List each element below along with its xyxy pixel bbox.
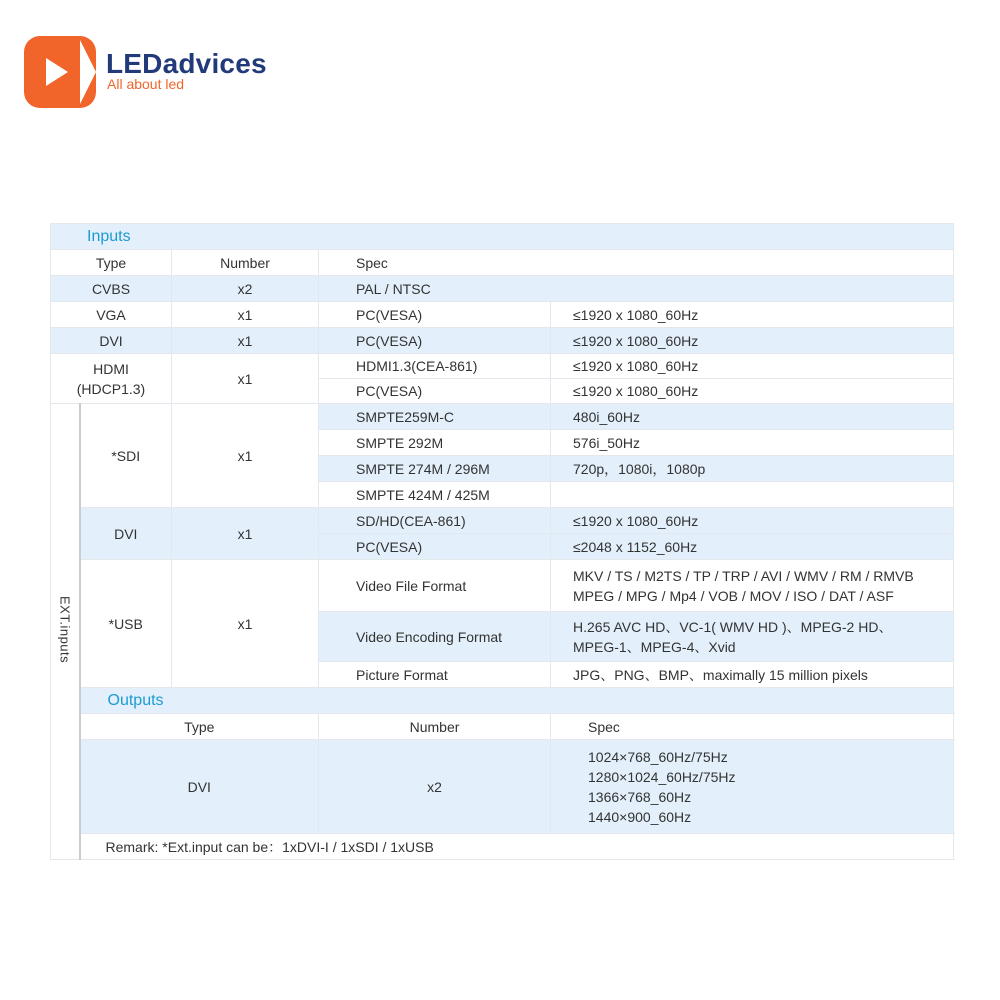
sdi-res-1: 480i_60Hz bbox=[551, 404, 954, 430]
vga-res: ≤1920 x 1080_60Hz bbox=[551, 302, 954, 328]
table-row bbox=[51, 276, 954, 302]
cvbs-number: x2 bbox=[172, 276, 319, 302]
inputs-header-row bbox=[51, 250, 954, 276]
table-row bbox=[51, 328, 954, 354]
out-dvi-mode: 1024×768_60Hz/75Hz bbox=[588, 748, 728, 765]
out-dvi-mode: 1280×1024_60Hz/75Hz bbox=[588, 768, 736, 785]
ext-dvi-type: DVI bbox=[80, 508, 172, 560]
hdmi-res-2: ≤1920 x 1080_60Hz bbox=[551, 379, 954, 404]
brand-name: LEDadvices bbox=[106, 48, 267, 79]
dvi-type: DVI bbox=[51, 328, 172, 354]
table-row bbox=[51, 560, 954, 612]
out-dvi-mode: 1366×768_60Hz bbox=[588, 788, 692, 805]
outputs-header-row bbox=[51, 714, 954, 740]
hdmi-type bbox=[51, 354, 172, 404]
out-header-spec: Spec bbox=[551, 714, 954, 740]
cvbs-type: CVBS bbox=[51, 276, 172, 302]
ext-dvi-spec-2: PC(VESA) bbox=[319, 534, 551, 560]
ext-dvi-res-1: ≤1920 x 1080_60Hz bbox=[551, 508, 954, 534]
header-type: Type bbox=[51, 250, 172, 276]
brand-tagline: All about led bbox=[107, 76, 185, 92]
hdmi-type-line2: (HDCP1.3) bbox=[76, 380, 146, 397]
hdmi-res-1: ≤1920 x 1080_60Hz bbox=[551, 354, 954, 379]
sdi-res-2: 576i_50Hz bbox=[551, 430, 954, 456]
usb-res-1 bbox=[551, 560, 954, 612]
usb-spec-3: Picture Format bbox=[319, 662, 551, 688]
sdi-spec-1: SMPTE259M-C bbox=[319, 404, 551, 430]
out-dvi-type: DVI bbox=[80, 740, 319, 834]
ext-inputs-text: EXT.inputs bbox=[57, 596, 73, 664]
table-row bbox=[51, 404, 954, 430]
table-row bbox=[51, 508, 954, 534]
sdi-spec-3: SMPTE 274M / 296M bbox=[319, 456, 551, 482]
table-row bbox=[51, 302, 954, 328]
outputs-section-row bbox=[51, 688, 954, 714]
spec-table bbox=[50, 223, 954, 860]
inputs-section-row bbox=[51, 224, 954, 250]
header-number: Number bbox=[172, 250, 319, 276]
logo bbox=[22, 34, 322, 110]
out-dvi-number: x2 bbox=[319, 740, 551, 834]
dvi-spec: PC(VESA) bbox=[319, 328, 551, 354]
dvi-res: ≤1920 x 1080_60Hz bbox=[551, 328, 954, 354]
hdmi-type-line1: HDMI bbox=[93, 360, 129, 377]
remark-row bbox=[51, 834, 954, 860]
sdi-res-3: 720p，1080i，1080p bbox=[551, 456, 954, 482]
usb-res-2-line2: MPEG-1、MPEG-4、Xvid bbox=[573, 638, 736, 655]
sdi-spec-2: SMPTE 292M bbox=[319, 430, 551, 456]
out-header-type: Type bbox=[80, 714, 319, 740]
usb-res-2 bbox=[551, 612, 954, 662]
vga-number: x1 bbox=[172, 302, 319, 328]
out-header-number: Number bbox=[319, 714, 551, 740]
sdi-res-4 bbox=[551, 482, 954, 508]
usb-res-2-line1: H.265 AVC HD、VC-1( WMV HD )、MPEG-2 HD、 bbox=[573, 618, 893, 635]
hdmi-spec-1: HDMI1.3(CEA-861) bbox=[319, 354, 551, 379]
usb-spec-2: Video Encoding Format bbox=[319, 612, 551, 662]
ext-inputs-label bbox=[51, 404, 80, 860]
table-row bbox=[51, 740, 954, 834]
usb-type: *USB bbox=[80, 560, 172, 688]
ext-dvi-spec-1: SD/HD(CEA-861) bbox=[319, 508, 551, 534]
usb-res-1-line1: MKV / TS / M2TS / TP / TRP / AVI / WMV / RM / RMVB bbox=[573, 567, 914, 584]
ext-dvi-res-2: ≤2048 x 1152_60Hz bbox=[551, 534, 954, 560]
inputs-title: Inputs bbox=[51, 224, 954, 250]
table-row bbox=[51, 354, 954, 379]
hdmi-spec-2: PC(VESA) bbox=[319, 379, 551, 404]
out-dvi-mode: 1440×900_60Hz bbox=[588, 808, 692, 825]
sdi-number: x1 bbox=[172, 404, 319, 508]
out-dvi-modes-col1 bbox=[551, 740, 954, 834]
usb-res-1-line2: MPEG / MPG / Mp4 / VOB / MOV / ISO / DAT / ASF bbox=[573, 587, 894, 604]
play-logo-icon bbox=[22, 34, 98, 110]
hdmi-number: x1 bbox=[172, 354, 319, 404]
ext-dvi-number: x1 bbox=[172, 508, 319, 560]
usb-res-3: JPG、PNG、BMP、maximally 15 million pixels bbox=[551, 662, 954, 688]
vga-type: VGA bbox=[51, 302, 172, 328]
sdi-spec-4: SMPTE 424M / 425M bbox=[319, 482, 551, 508]
sdi-type: *SDI bbox=[80, 404, 172, 508]
usb-spec-1: Video File Format bbox=[319, 560, 551, 612]
header-spec: Spec bbox=[319, 250, 954, 276]
remark-text: Remark: *Ext.input can be：1xDVI-I / 1xSDI / 1xUSB bbox=[80, 834, 954, 860]
outputs-title: Outputs bbox=[80, 688, 954, 714]
usb-number: x1 bbox=[172, 560, 319, 688]
cvbs-spec: PAL / NTSC bbox=[319, 276, 954, 302]
dvi-number: x1 bbox=[172, 328, 319, 354]
vga-spec: PC(VESA) bbox=[319, 302, 551, 328]
